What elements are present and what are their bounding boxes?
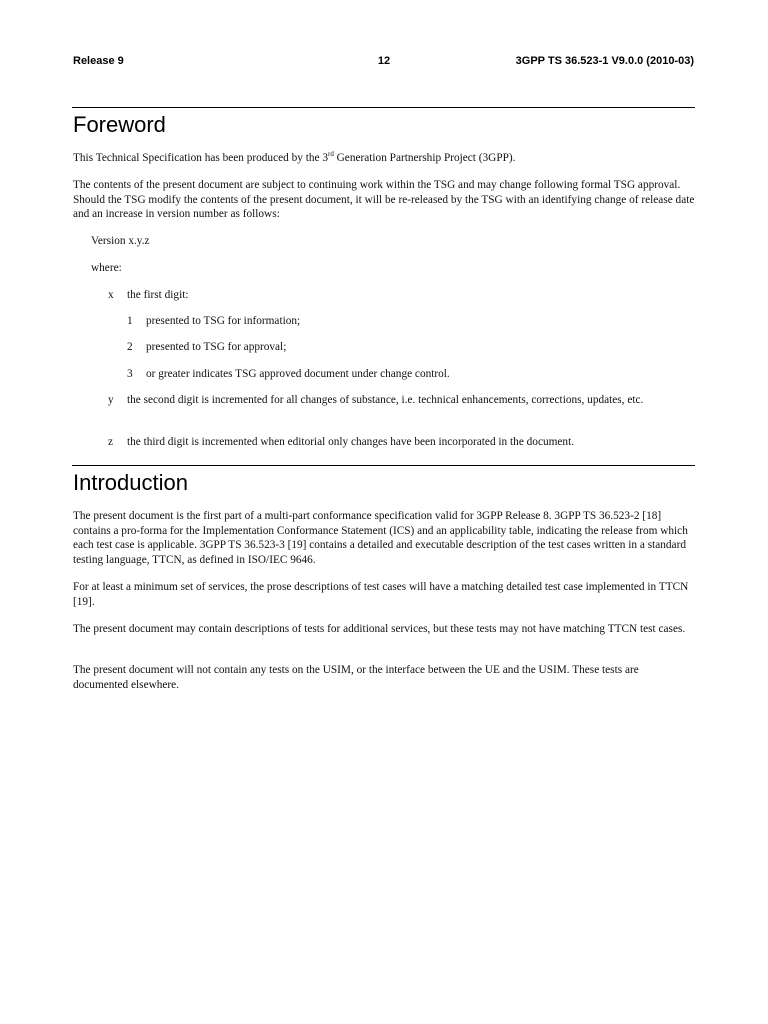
foreword-p1-before: This Technical Specification has been produced by the 3: [73, 152, 328, 164]
y-text: the second digit is incremented for all changes of substance, i.e. technical enhancements, corrections, updates, etc.: [127, 394, 644, 406]
item-1-number: 1: [127, 315, 133, 327]
introduction-rule: [72, 465, 695, 466]
version-line: Version x.y.z: [91, 235, 150, 247]
introduction-paragraph-2: For at least a minimum set of services, the prose descriptions of test cases will have a matching detailed test case implemented in TTCN [19].: [73, 581, 689, 608]
introduction-paragraph-4: The present document will not contain any tests on the USIM, or the interface between the UE and the USIM. These tests are documented elsewhere.: [73, 664, 639, 691]
y-label: y: [108, 394, 114, 406]
header-release: Release 9: [73, 55, 124, 67]
item-3-number: 3: [127, 368, 133, 380]
foreword-heading: Foreword: [73, 112, 166, 137]
x-label: x: [108, 289, 114, 301]
foreword-paragraph-2: The contents of the present document are subject to continuing work within the TSG and may change following formal TSG approval. Should the TSG modify the contents of the present document, it will be re-released by the TSG with an identifying change of release date and an increase in version number as follows:: [73, 179, 695, 221]
foreword-p1-after: Generation Partnership Project (3GPP).: [333, 152, 516, 164]
where-line: where:: [91, 262, 122, 274]
foreword-p1-sup: rd: [327, 150, 334, 159]
header-page-number: 12: [377, 55, 391, 67]
introduction-heading: Introduction: [73, 470, 188, 495]
z-text: the third digit is incremented when editorial only changes have been incorporated in the document.: [127, 436, 575, 448]
foreword-paragraph-1: [73, 151, 695, 166]
z-label: z: [108, 436, 114, 448]
item-3-text: or greater indicates TSG approved document under change control.: [146, 368, 450, 380]
foreword-rule: [72, 107, 695, 108]
item-1-text: presented to TSG for information;: [146, 315, 301, 327]
x-text: the first digit:: [127, 289, 189, 301]
introduction-paragraph-1: The present document is the first part of a multi-part conformance specification valid for 3GPP Release 8. 3GPP TS 36.523-2 [18] contains a pro-forma for the Implementation Conformance Statement (ICS) and an applicability table, indicating the release from which each test case is applicable. 3GPP TS 36.523-3 [19] contains a detailed and executable description of the test cases written in a standard testing language, TTCN, as defined in ISO/IEC 9646.: [73, 510, 688, 566]
introduction-paragraph-3: The present document may contain descriptions of tests for additional services, but these tests may not have matching TTCN test cases.: [73, 623, 686, 635]
item-2-number: 2: [127, 341, 133, 353]
item-2-text: presented to TSG for approval;: [146, 341, 287, 353]
header-spec-id: 3GPP TS 36.523-1 V9.0.0 (2010-03): [515, 55, 694, 67]
